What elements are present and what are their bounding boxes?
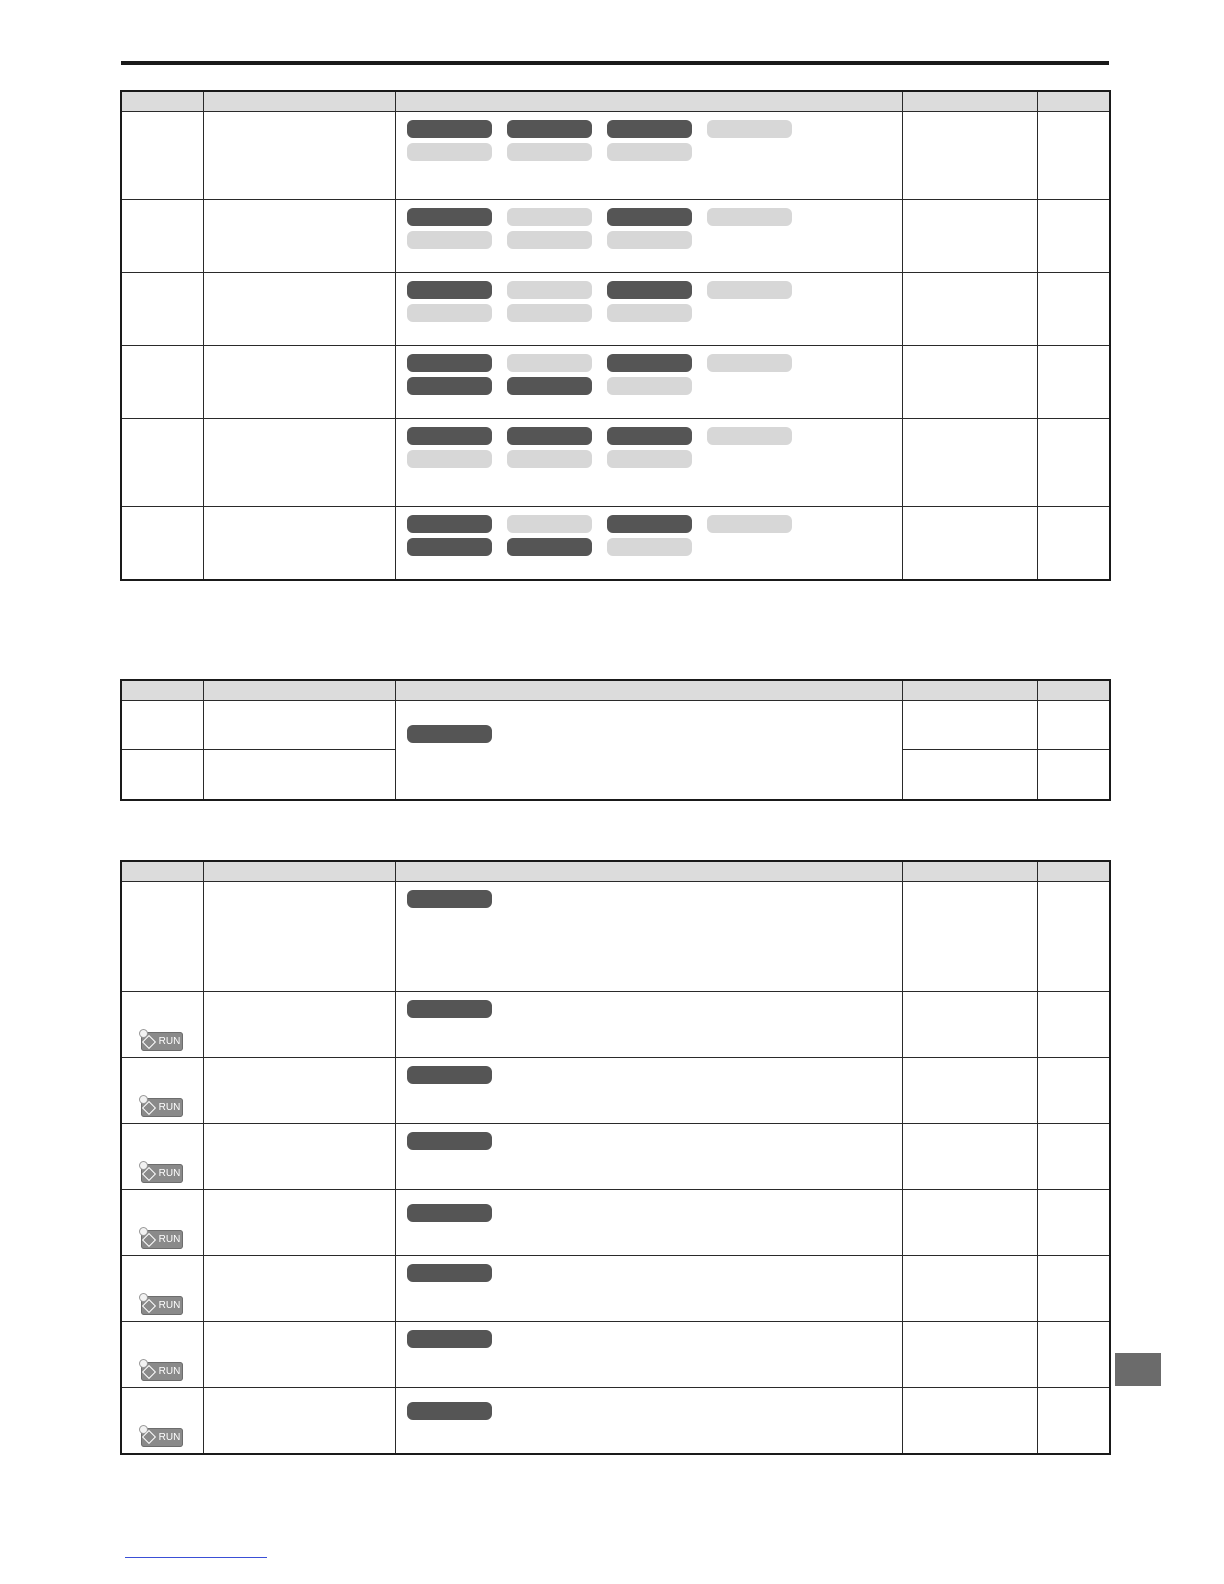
cell-page — [1037, 1256, 1110, 1322]
table-row — [121, 701, 1110, 750]
run-label: RUN — [158, 1366, 181, 1377]
table-row — [121, 992, 1110, 1058]
cell-name — [203, 701, 395, 750]
header-page — [1037, 680, 1110, 701]
run-badge — [141, 1362, 183, 1381]
mode-pill — [407, 427, 492, 445]
mode-pill — [607, 450, 692, 468]
cell-page — [1037, 750, 1110, 800]
cell-name — [203, 1124, 395, 1190]
cell-values — [902, 701, 1037, 750]
mode-pill — [607, 208, 692, 226]
cell-page — [1037, 200, 1110, 273]
mode-pill — [407, 304, 492, 322]
mode-pill — [407, 1264, 492, 1282]
cell-no — [121, 273, 203, 346]
mode-pill — [507, 427, 592, 445]
mode-pill — [507, 450, 592, 468]
cell-page — [1037, 1124, 1110, 1190]
mode-pill — [407, 143, 492, 161]
run-badge — [141, 1098, 183, 1117]
table-row — [121, 200, 1110, 273]
footer-link[interactable] — [125, 1557, 267, 1558]
header-description — [395, 680, 902, 701]
mode-pill — [407, 377, 492, 395]
mode-pill — [607, 281, 692, 299]
cell-name — [203, 1058, 395, 1124]
control-mode-pills — [396, 701, 902, 743]
cell-no — [121, 882, 203, 992]
cell-name — [203, 750, 395, 800]
header-description — [395, 861, 902, 882]
table-header-row — [121, 91, 1110, 112]
mode-pill — [407, 208, 492, 226]
header-name — [203, 861, 395, 882]
cell-description — [395, 1190, 902, 1256]
parameter-table-1 — [120, 90, 1111, 581]
mode-pill — [407, 231, 492, 249]
cell-values — [902, 1388, 1037, 1454]
parameter-table-3 — [120, 860, 1111, 1455]
run-label: RUN — [158, 1168, 181, 1179]
cell-no — [121, 1256, 203, 1322]
mode-pill — [607, 538, 692, 556]
cell-page — [1037, 1058, 1110, 1124]
cell-description — [395, 1058, 902, 1124]
mode-pill — [707, 281, 792, 299]
mode-pill — [707, 354, 792, 372]
control-mode-pills — [396, 1388, 902, 1420]
chapter-tab[interactable] — [1115, 1353, 1161, 1386]
mode-pill — [407, 354, 492, 372]
cell-description — [395, 1322, 902, 1388]
table-row — [121, 419, 1110, 507]
cell-name — [203, 992, 395, 1058]
cell-name — [203, 1322, 395, 1388]
mode-pill — [607, 304, 692, 322]
cell-values — [902, 419, 1037, 507]
cell-values — [902, 507, 1037, 580]
mode-pill — [507, 515, 592, 533]
cell-values — [902, 1190, 1037, 1256]
mode-pill — [407, 515, 492, 533]
mode-pill — [407, 1330, 492, 1348]
cell-description — [395, 273, 902, 346]
table-row — [121, 1190, 1110, 1256]
mode-pill — [407, 450, 492, 468]
cell-description — [395, 882, 902, 992]
cell-name — [203, 1388, 395, 1454]
mode-pill — [407, 1204, 492, 1222]
table-header-row — [121, 861, 1110, 882]
mode-pill — [407, 1402, 492, 1420]
cell-description — [395, 112, 902, 200]
cell-no — [121, 507, 203, 580]
cell-values — [902, 273, 1037, 346]
table-row — [121, 882, 1110, 992]
mode-pill — [607, 143, 692, 161]
cell-description — [395, 346, 902, 419]
mode-pill — [507, 281, 592, 299]
cell-no — [121, 1322, 203, 1388]
cell-description — [395, 992, 902, 1058]
cell-description — [395, 200, 902, 273]
mode-pill — [507, 120, 592, 138]
control-mode-pills — [396, 882, 902, 908]
cell-no — [121, 1058, 203, 1124]
cell-page — [1037, 1190, 1110, 1256]
control-mode-pills — [396, 112, 902, 161]
mode-pill — [507, 208, 592, 226]
run-badge — [141, 1428, 183, 1447]
cell-page — [1037, 507, 1110, 580]
cell-description — [395, 1256, 902, 1322]
table-row — [121, 346, 1110, 419]
mode-pill — [707, 208, 792, 226]
cell-no — [121, 200, 203, 273]
mode-pill — [507, 304, 592, 322]
cell-no — [121, 419, 203, 507]
cell-description — [395, 1124, 902, 1190]
header-no — [121, 861, 203, 882]
header-no — [121, 680, 203, 701]
cell-values — [902, 1058, 1037, 1124]
cell-no — [121, 992, 203, 1058]
mode-pill — [407, 281, 492, 299]
table-row — [121, 507, 1110, 580]
table-row — [121, 1124, 1110, 1190]
run-label: RUN — [158, 1036, 181, 1047]
table-row — [121, 1058, 1110, 1124]
cell-values — [902, 112, 1037, 200]
table-row — [121, 1388, 1110, 1454]
cell-page — [1037, 1322, 1110, 1388]
cell-values — [902, 750, 1037, 800]
mode-pill — [407, 890, 492, 908]
mode-pill — [607, 354, 692, 372]
mode-pill — [607, 515, 692, 533]
mode-pill — [507, 538, 592, 556]
cell-description — [395, 701, 902, 800]
mode-pill — [507, 354, 592, 372]
cell-description — [395, 1388, 902, 1454]
cell-page — [1037, 419, 1110, 507]
cell-no — [121, 346, 203, 419]
run-label: RUN — [158, 1234, 181, 1245]
cell-no — [121, 1124, 203, 1190]
cell-values — [902, 200, 1037, 273]
mode-pill — [407, 1066, 492, 1084]
control-mode-pills — [396, 1322, 902, 1348]
mode-pill — [407, 725, 492, 743]
mode-pill — [607, 427, 692, 445]
control-mode-pills — [396, 1256, 902, 1282]
mode-pill — [707, 515, 792, 533]
cell-name — [203, 112, 395, 200]
cell-values — [902, 882, 1037, 992]
cell-page — [1037, 992, 1110, 1058]
control-mode-pills — [396, 200, 902, 249]
header-name — [203, 680, 395, 701]
cell-no — [121, 1388, 203, 1454]
run-badge — [141, 1164, 183, 1183]
cell-page — [1037, 273, 1110, 346]
cell-no — [121, 1190, 203, 1256]
run-badge — [141, 1296, 183, 1315]
header-name — [203, 91, 395, 112]
parameter-table-2 — [120, 679, 1111, 801]
control-mode-pills — [396, 346, 902, 395]
run-label: RUN — [158, 1102, 181, 1113]
header-rule — [121, 61, 1109, 65]
cell-values — [902, 346, 1037, 419]
cell-description — [395, 419, 902, 507]
cell-no — [121, 750, 203, 800]
table-row — [121, 273, 1110, 346]
mode-pill — [607, 231, 692, 249]
cell-values — [902, 1256, 1037, 1322]
cell-name — [203, 419, 395, 507]
control-mode-pills — [396, 1058, 902, 1084]
mode-pill — [507, 377, 592, 395]
control-mode-pills — [396, 419, 902, 468]
table-header-row — [121, 680, 1110, 701]
cell-name — [203, 346, 395, 419]
mode-pill — [407, 120, 492, 138]
cell-page — [1037, 882, 1110, 992]
cell-page — [1037, 112, 1110, 200]
cell-values — [902, 1322, 1037, 1388]
header-no — [121, 91, 203, 112]
table-row — [121, 1322, 1110, 1388]
run-label: RUN — [158, 1300, 181, 1311]
cell-no — [121, 112, 203, 200]
cell-name — [203, 507, 395, 580]
control-mode-pills — [396, 1190, 902, 1222]
cell-name — [203, 1190, 395, 1256]
mode-pill — [407, 538, 492, 556]
mode-pill — [607, 120, 692, 138]
cell-values — [902, 1124, 1037, 1190]
control-mode-pills — [396, 1124, 902, 1150]
header-values — [902, 680, 1037, 701]
cell-values — [902, 992, 1037, 1058]
mode-pill — [507, 231, 592, 249]
cell-name — [203, 200, 395, 273]
header-values — [902, 861, 1037, 882]
cell-no — [121, 701, 203, 750]
mode-pill — [707, 427, 792, 445]
run-label: RUN — [158, 1431, 181, 1443]
cell-name — [203, 882, 395, 992]
header-page — [1037, 861, 1110, 882]
mode-pill — [407, 1132, 492, 1150]
mode-pill — [707, 120, 792, 138]
run-badge — [141, 1032, 183, 1051]
cell-name — [203, 273, 395, 346]
table-row — [121, 1256, 1110, 1322]
cell-description — [395, 507, 902, 580]
mode-pill — [407, 1000, 492, 1018]
cell-name — [203, 1256, 395, 1322]
mode-pill — [507, 143, 592, 161]
mode-pill — [607, 377, 692, 395]
cell-page — [1037, 1388, 1110, 1454]
control-mode-pills — [396, 273, 902, 322]
header-values — [902, 91, 1037, 112]
cell-page — [1037, 701, 1110, 750]
run-badge — [141, 1230, 183, 1249]
control-mode-pills — [396, 507, 902, 556]
cell-page — [1037, 346, 1110, 419]
header-page — [1037, 91, 1110, 112]
header-description — [395, 91, 902, 112]
table-row — [121, 112, 1110, 200]
control-mode-pills — [396, 992, 902, 1018]
